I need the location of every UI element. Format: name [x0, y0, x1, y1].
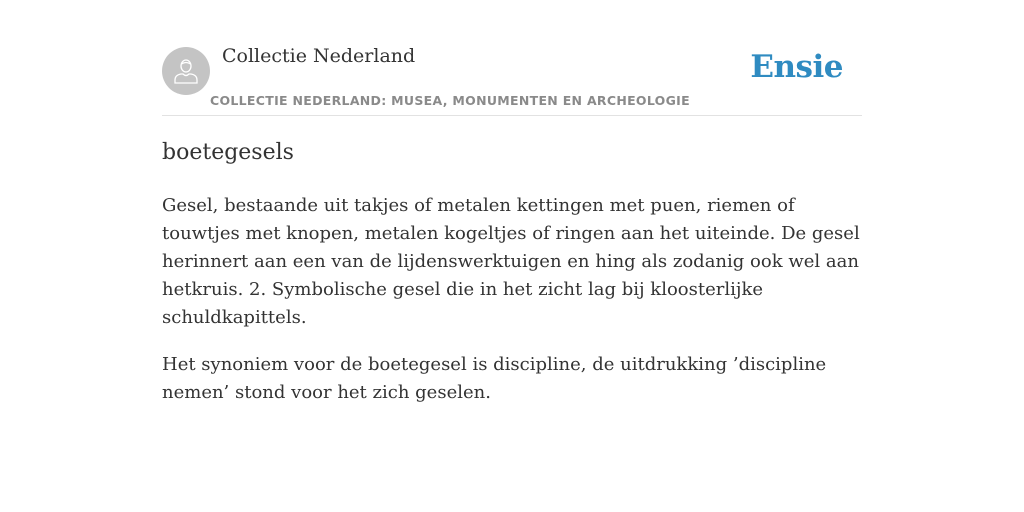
article-header: [162, 0, 862, 116]
ensie-logo[interactable]: Ensie: [750, 49, 843, 85]
user-avatar-icon: [171, 56, 201, 86]
article-paragraph: Gesel, bestaande uit takjes of metalen kettingen met puen, riemen of touwtjes met knopen, metalen kogeltjes of ringen aan het uiteinde. De gesel herinnert aan een van de lijdenswerktuigen en hing als zodanig ook wel aan hetkruis. 2. Symbolische gesel die in het zicht lag bij kloosterlijke schuldkapittels.: [162, 195, 860, 328]
article-paragraph: Het synoniem voor de boetegesel is discipline, de uitdrukking ’discipline nemen’ stond voor het zich geselen.: [162, 354, 827, 403]
author-name-link[interactable]: Collectie Nederland: [222, 45, 416, 67]
article-title: boetegesels: [162, 140, 294, 165]
author-avatar[interactable]: [162, 47, 210, 95]
page-container: [162, 0, 862, 403]
author-subtitle: COLLECTIE NEDERLAND: MUSEA, MONUMENTEN EN ARCHEOLOGIE: [210, 93, 690, 108]
article-body: [162, 192, 862, 426]
